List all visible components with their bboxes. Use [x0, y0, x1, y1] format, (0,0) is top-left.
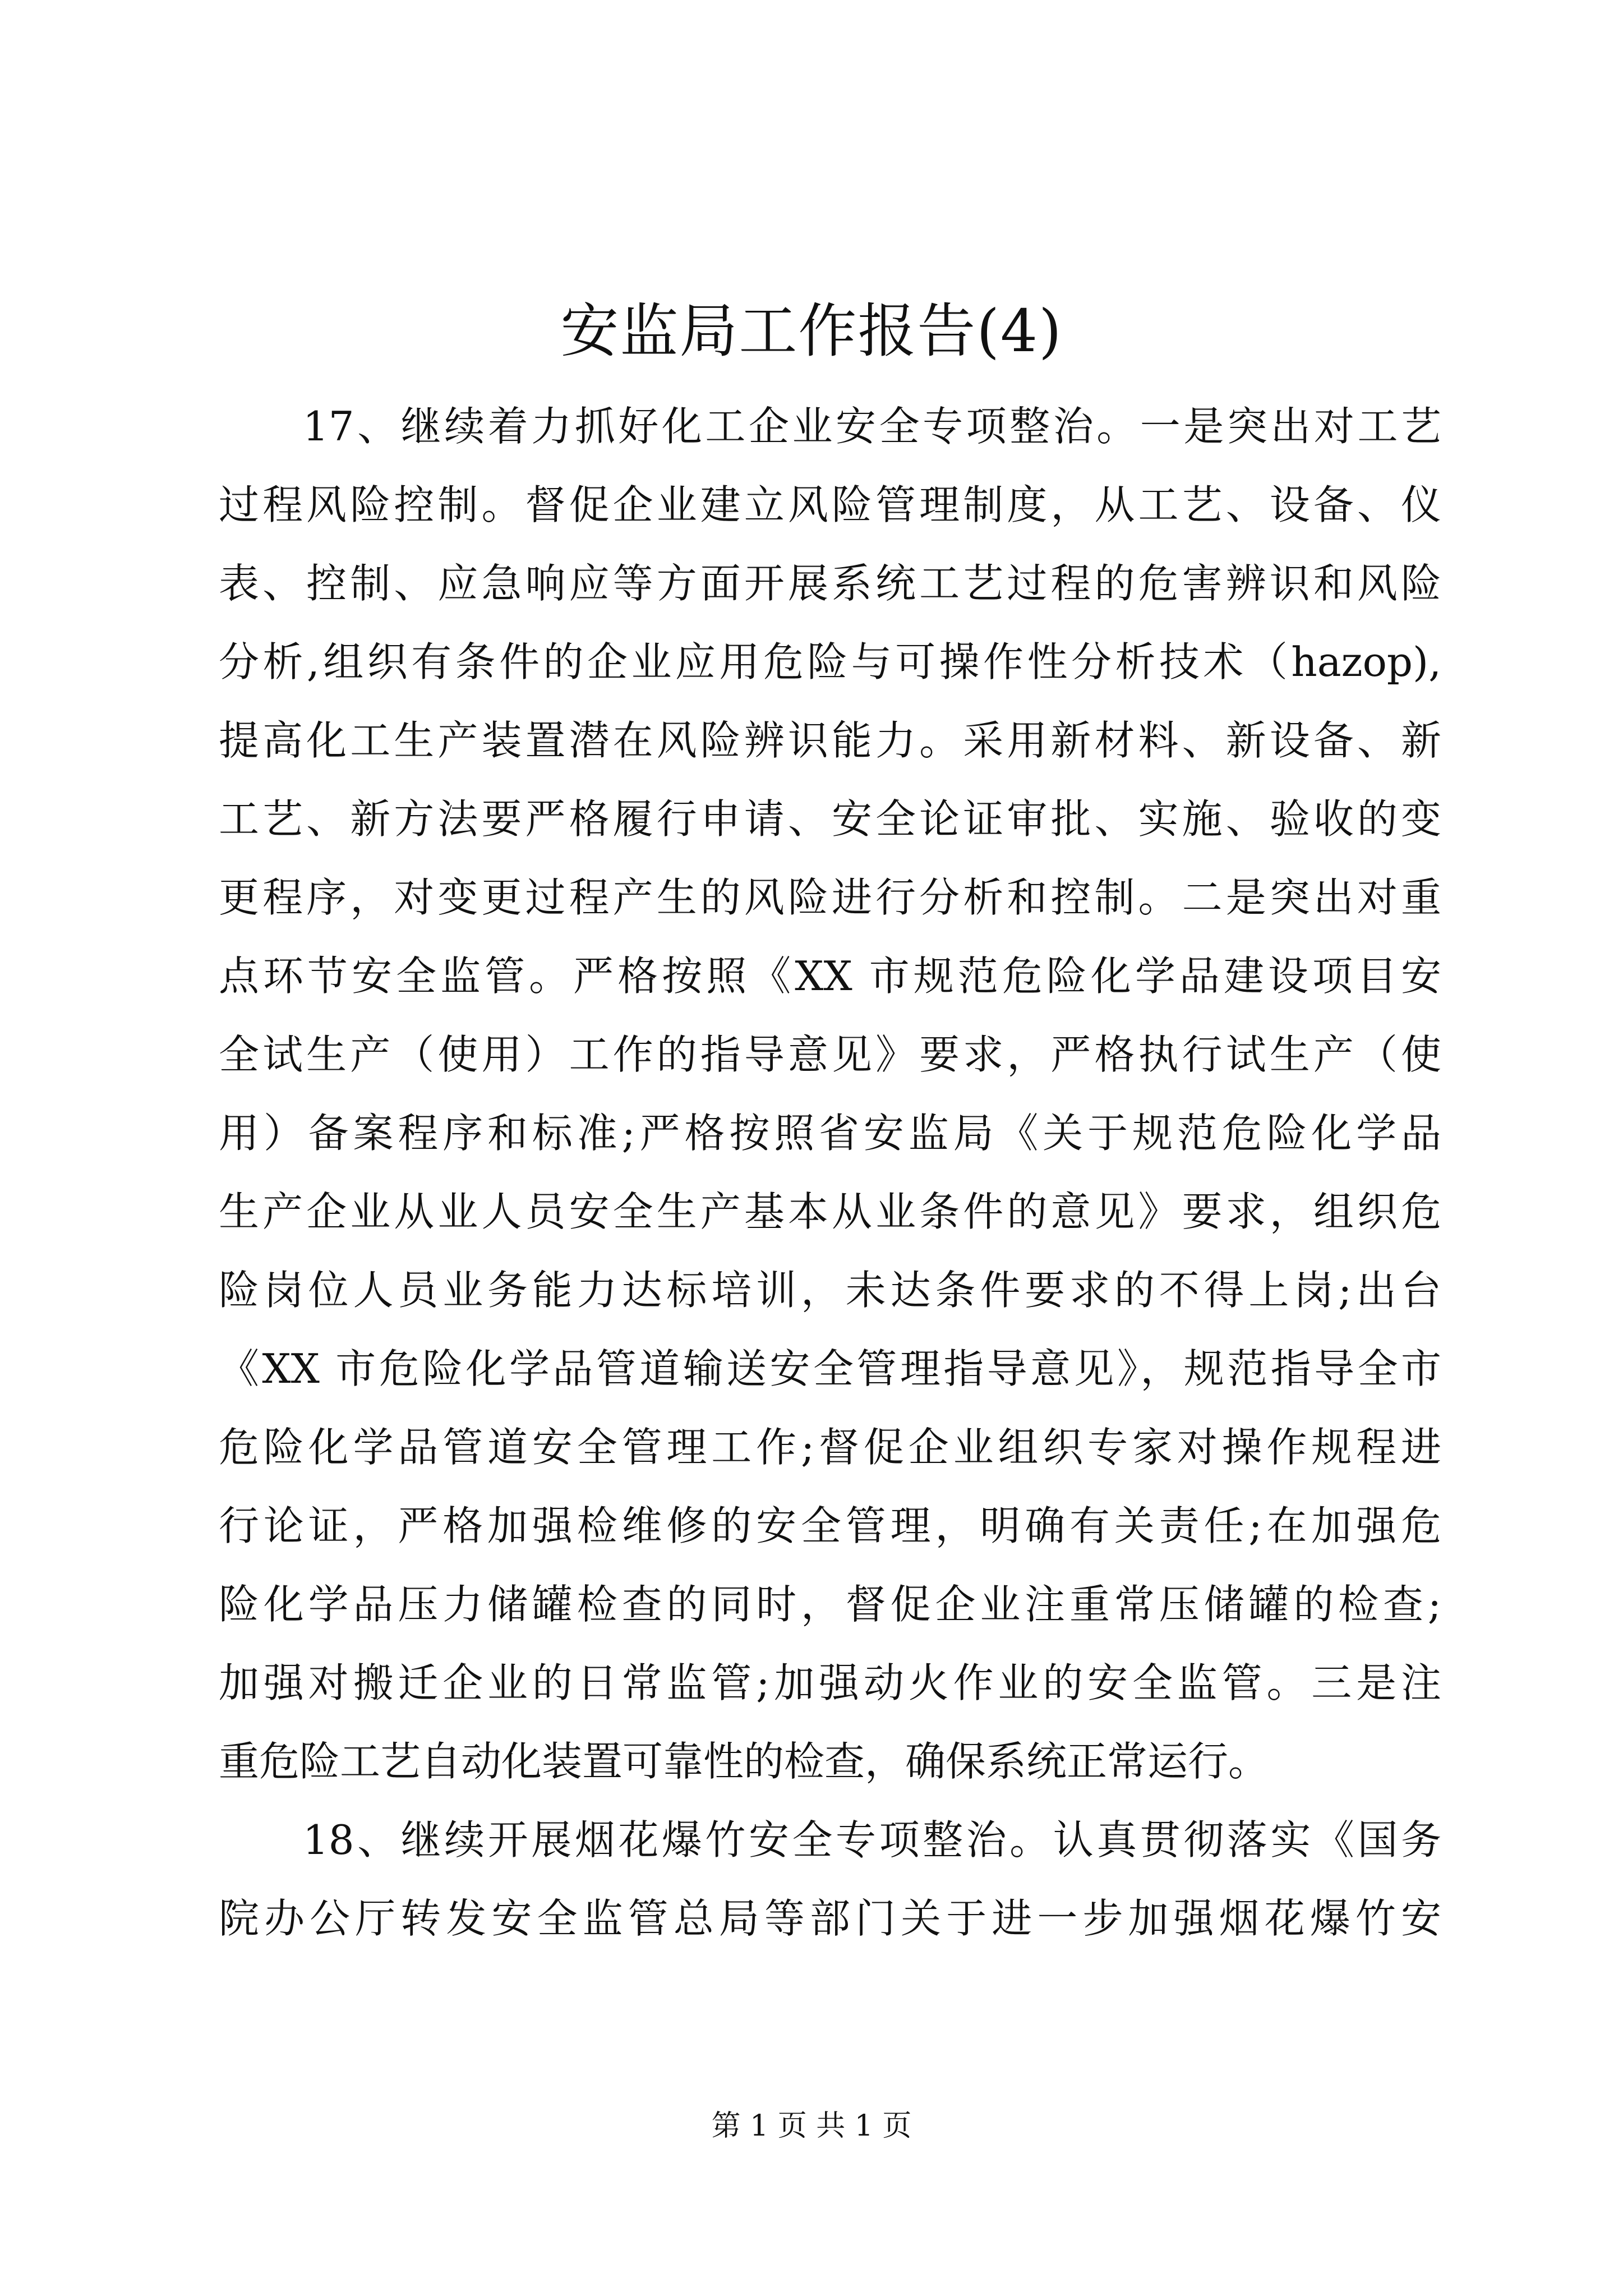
- text-line: 危险化学品管道安全管理工作;督促企业组织专家对操作规程进: [219, 1424, 1441, 1471]
- text-line: 17、继续着力抓好化工企业安全专项整治。一是突出对工艺: [303, 403, 1441, 450]
- text-line: 点环节安全监管。严格按照《XX 市规范危险化学品建设项目安: [219, 953, 1441, 1000]
- text-line: 重危险工艺自动化装置可靠性的检查，确保系统正常运行。: [219, 1738, 1269, 1785]
- text-line: 院办公厅转发安全监管总局等部门关于进一步加强烟花爆竹安: [219, 1895, 1441, 1942]
- text-line: 险化学品压力储罐检查的同时，督促企业注重常压储罐的检查;: [219, 1581, 1441, 1628]
- page-footer: 第 1 页 共 1 页: [711, 2109, 912, 2143]
- text-line: 加强对搬迁企业的日常监管;加强动火作业的安全监管。三是注: [219, 1659, 1441, 1706]
- text-line: 工艺、新方法要严格履行申请、安全论证审批、实施、验收的变: [219, 795, 1441, 843]
- text-line: 更程序，对变更过程产生的风险进行分析和控制。二是突出对重: [219, 874, 1441, 921]
- text-line: 用）备案程序和标准;严格按照省安监局《关于规范危险化学品: [219, 1110, 1441, 1157]
- text-line: 过程风险控制。督促企业建立风险管理制度，从工艺、设备、仪: [219, 481, 1441, 528]
- document-title: 安监局工作报告(4): [560, 297, 1063, 365]
- text-line: 提高化工生产装置潜在风险辨识能力。采用新材料、新设备、新: [219, 717, 1441, 764]
- text-line: 表、控制、应急响应等方面开展系统工艺过程的危害辨识和风险: [219, 560, 1441, 607]
- text-line: 全试生产（使用）工作的指导意见》要求，严格执行试生产（使: [219, 1031, 1441, 1078]
- document-body: [219, 387, 1441, 1958]
- text-line: 险岗位人员业务能力达标培训，未达条件要求的不得上岗;出台: [219, 1267, 1441, 1314]
- text-line: 行论证，严格加强检维修的安全管理，明确有关责任;在加强危: [219, 1502, 1441, 1549]
- text-line: 分析,组织有条件的企业应用危险与可操作性分析技术（hazop),: [219, 638, 1441, 685]
- text-line: 《XX 市危险化学品管道输送安全管理指导意见》，规范指导全市: [219, 1345, 1441, 1392]
- text-line: 18、继续开展烟花爆竹安全专项整治。认真贯彻落实《国务: [303, 1816, 1441, 1864]
- text-line: 生产企业从业人员安全生产基本从业条件的意见》要求，组织危: [219, 1188, 1441, 1235]
